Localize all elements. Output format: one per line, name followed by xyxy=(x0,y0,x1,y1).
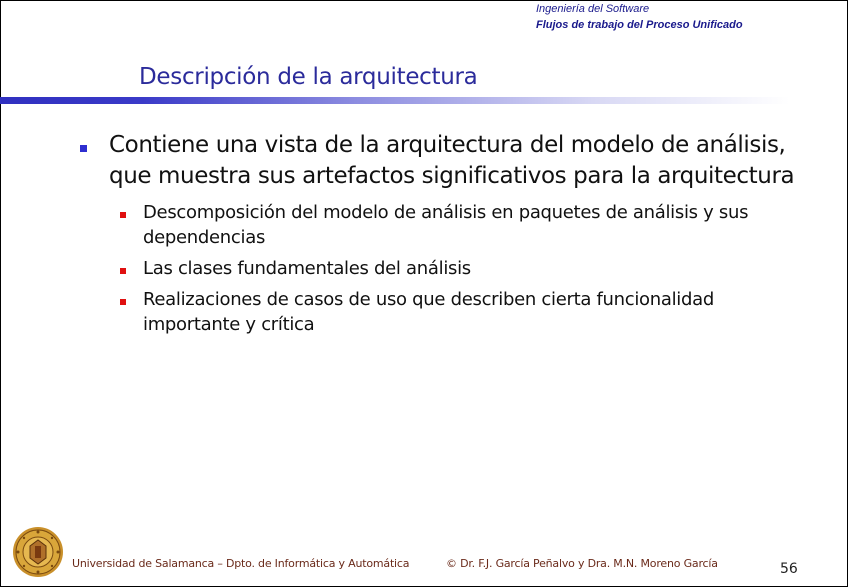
sub-bullet-icon-3 xyxy=(120,299,126,305)
slide-title: Descripción de la arquitectura xyxy=(139,64,478,90)
footer-authors: © Dr. F.J. García Peñalvo y Dra. M.N. Moreno García xyxy=(446,557,718,570)
header-subtitle: Flujos de trabajo del Proceso Unificado xyxy=(536,19,743,31)
sub-bullet-icon-2 xyxy=(120,268,126,274)
sub-bullet-3 xyxy=(143,287,833,337)
title-underline-bar xyxy=(0,97,790,104)
sub-bullet-2-line-1: Las clases fundamentales del análisis xyxy=(143,258,471,279)
sub-bullet-2 xyxy=(143,256,833,281)
header-course: Ingeniería del Software xyxy=(536,3,650,15)
sub-bullet-1-line-1: Descomposición del modelo de análisis en paquetes de análisis y sus xyxy=(143,202,749,223)
main-bullet-line-1: Contiene una vista de la arquitectura del modelo de análisis, xyxy=(109,132,786,158)
sub-bullet-icon-1 xyxy=(120,212,126,218)
main-bullet-text xyxy=(109,130,829,192)
main-bullet-icon xyxy=(80,145,87,152)
sub-bullet-3-line-2: importante y crítica xyxy=(143,314,315,335)
sub-bullet-1 xyxy=(143,200,833,250)
main-bullet-line-2: que muestra sus artefactos significativos para la arquitectura xyxy=(109,163,795,189)
page-number: 56 xyxy=(780,561,798,577)
sub-bullet-3-line-1: Realizaciones de casos de uso que describen cierta funcionalidad xyxy=(143,289,714,310)
university-seal-icon xyxy=(12,526,64,578)
footer-institution: Universidad de Salamanca – Dpto. de Informática y Automática xyxy=(72,557,410,570)
sub-bullet-1-line-2: dependencias xyxy=(143,227,266,248)
